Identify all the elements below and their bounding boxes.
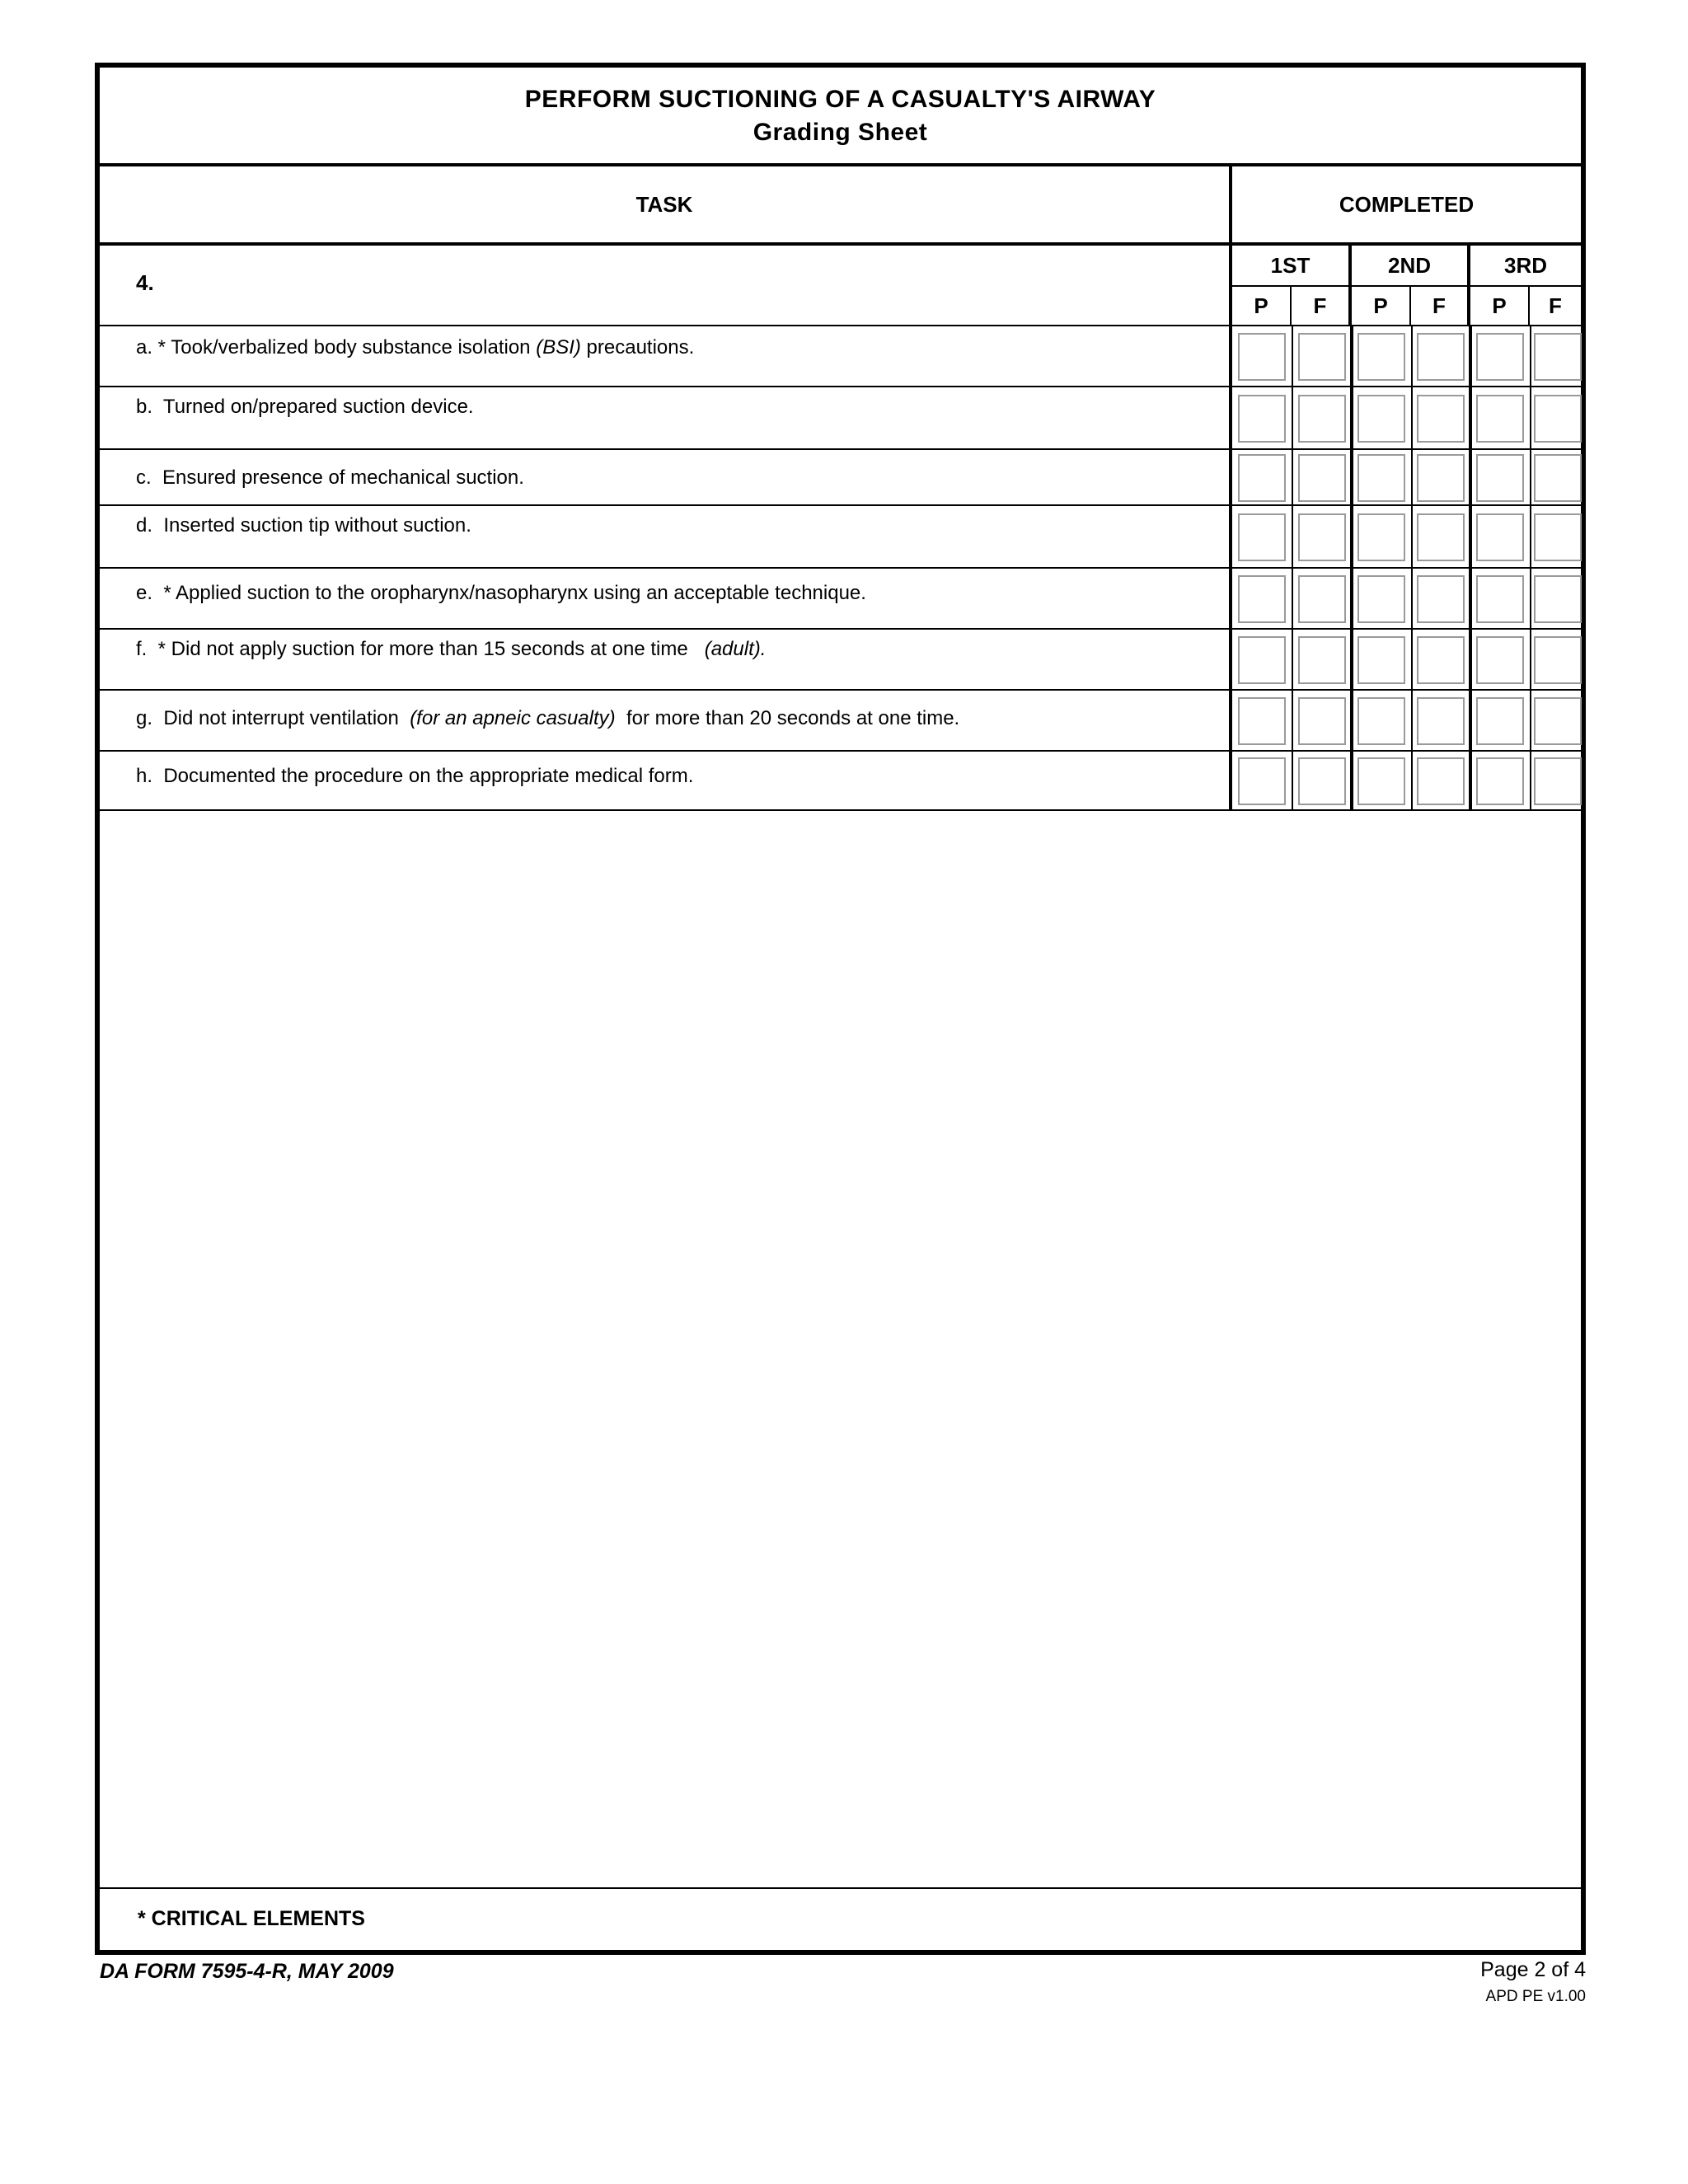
checkbox-3rd-fail[interactable] [1534, 395, 1582, 443]
checkbox-1st-pass[interactable] [1238, 395, 1286, 443]
row-divider [1232, 809, 1581, 811]
task-row [100, 630, 1232, 691]
checkbox-2nd-pass[interactable] [1357, 395, 1405, 443]
checkbox-3rd-fail[interactable] [1534, 697, 1582, 745]
checkbox-2nd-pass[interactable] [1357, 636, 1405, 684]
checkbox-3rd-fail[interactable] [1534, 513, 1582, 561]
task-row [100, 326, 1232, 387]
checkbox-3rd-fail[interactable] [1534, 757, 1582, 805]
checkbox-1st-fail[interactable] [1298, 395, 1346, 443]
checkbox-1st-pass[interactable] [1238, 454, 1286, 502]
row-divider [1232, 567, 1581, 569]
row-divider [1232, 689, 1581, 691]
attempt-1st-header: 1ST [1232, 246, 1352, 287]
checkbox-3rd-fail[interactable] [1534, 333, 1582, 381]
grading-sheet-form [95, 63, 1586, 1955]
checkbox-2nd-fail[interactable] [1417, 454, 1465, 502]
checkbox-3rd-pass[interactable] [1476, 454, 1524, 502]
task-row-text: h. Documented the procedure on the appropriate medical form. [136, 765, 694, 787]
task-row-text: c. Ensured presence of mechanical suction. [136, 466, 524, 489]
checkbox-1st-fail[interactable] [1298, 636, 1346, 684]
task-row [100, 387, 1232, 450]
checkbox-2nd-pass[interactable] [1357, 697, 1405, 745]
task-row [100, 691, 1232, 752]
checkbox-3rd-fail[interactable] [1534, 575, 1582, 623]
column-divider [1292, 326, 1293, 811]
checkbox-3rd-pass[interactable] [1476, 513, 1524, 561]
checkbox-3rd-pass[interactable] [1476, 333, 1524, 381]
checkbox-2nd-pass[interactable] [1357, 575, 1405, 623]
checkbox-1st-fail[interactable] [1298, 513, 1346, 561]
checkbox-2nd-fail[interactable] [1417, 333, 1465, 381]
form-subtitle: Grading Sheet [753, 119, 928, 146]
row-divider [1232, 750, 1581, 752]
checkbox-3rd-pass[interactable] [1476, 697, 1524, 745]
checkbox-1st-fail[interactable] [1298, 575, 1346, 623]
checkbox-1st-pass[interactable] [1238, 333, 1286, 381]
checkbox-3rd-pass[interactable] [1476, 395, 1524, 443]
task-row-text: e. * Applied suction to the oropharynx/nasopharynx using an acceptable technique. [136, 582, 866, 604]
checkbox-2nd-fail[interactable] [1417, 757, 1465, 805]
checkbox-2nd-pass[interactable] [1357, 513, 1405, 561]
checkbox-2nd-pass[interactable] [1357, 454, 1405, 502]
checkbox-1st-fail[interactable] [1298, 757, 1346, 805]
checkbox-2nd-fail[interactable] [1417, 575, 1465, 623]
column-divider [1530, 326, 1531, 811]
checkbox-3rd-pass[interactable] [1476, 636, 1524, 684]
checkbox-1st-pass[interactable] [1238, 697, 1286, 745]
task-row-text: b. Turned on/prepared suction device. [136, 396, 474, 418]
completed-column-header: COMPLETED [1232, 166, 1581, 246]
task-row-text: g. Did not interrupt ventilation (for an apneic casualty) for more than 20 seconds at one time. [136, 707, 960, 729]
task-row [100, 450, 1232, 506]
checkbox-1st-pass[interactable] [1238, 757, 1286, 805]
checkbox-2nd-fail[interactable] [1417, 513, 1465, 561]
footer-divider [100, 1887, 1581, 1889]
attempt-2nd-header: 2ND [1352, 246, 1470, 287]
step-number: 4. [136, 270, 154, 295]
column-divider [1350, 326, 1353, 811]
title-block [100, 68, 1581, 166]
checkbox-2nd-pass[interactable] [1357, 333, 1405, 381]
checkbox-1st-fail[interactable] [1298, 454, 1346, 502]
checkbox-1st-fail[interactable] [1298, 697, 1346, 745]
checkbox-2nd-fail[interactable] [1417, 636, 1465, 684]
column-divider [1469, 326, 1472, 811]
row-divider [1232, 386, 1581, 387]
row-divider [1232, 448, 1581, 450]
fail-header-2nd: F [1411, 287, 1470, 326]
task-column-header: TASK [100, 166, 1232, 246]
pass-header-3rd: P [1470, 287, 1530, 326]
task-row [100, 752, 1232, 811]
checkbox-3rd-fail[interactable] [1534, 636, 1582, 684]
checkbox-3rd-pass[interactable] [1476, 575, 1524, 623]
task-row-text: f. * Did not apply suction for more than 15 seconds at one time (adult). [136, 638, 767, 660]
attempt-3rd-header: 3RD [1470, 246, 1581, 287]
critical-elements-note: * CRITICAL ELEMENTS [138, 1907, 365, 1930]
task-row [100, 569, 1232, 630]
checkbox-3rd-pass[interactable] [1476, 757, 1524, 805]
checkbox-1st-fail[interactable] [1298, 333, 1346, 381]
pass-header-2nd: P [1352, 287, 1411, 326]
checkbox-1st-pass[interactable] [1238, 575, 1286, 623]
task-row [100, 506, 1232, 569]
pass-header-1st: P [1232, 287, 1292, 326]
checkbox-2nd-pass[interactable] [1357, 757, 1405, 805]
task-row-text: d. Inserted suction tip without suction. [136, 514, 471, 537]
checkbox-2nd-fail[interactable] [1417, 395, 1465, 443]
page-number: Page 2 of 4 [1480, 1958, 1586, 1981]
row-divider [1232, 504, 1581, 506]
step-number-cell [100, 246, 1232, 326]
checkbox-2nd-fail[interactable] [1417, 697, 1465, 745]
form-identifier: DA FORM 7595-4-R, MAY 2009 [100, 1960, 394, 1983]
form-title: PERFORM SUCTIONING OF A CASUALTY'S AIRWAY [524, 86, 1156, 113]
task-row-text: a. * Took/verbalized body substance isolation (BSI) precautions. [136, 336, 695, 359]
checkbox-1st-pass[interactable] [1238, 636, 1286, 684]
fail-header-1st: F [1292, 287, 1352, 326]
row-divider [1232, 628, 1581, 630]
column-divider [1411, 326, 1413, 811]
checkbox-1st-pass[interactable] [1238, 513, 1286, 561]
checkbox-3rd-fail[interactable] [1534, 454, 1582, 502]
form-version: APD PE v1.00 [1485, 1988, 1586, 2005]
fail-header-3rd: F [1530, 287, 1581, 326]
